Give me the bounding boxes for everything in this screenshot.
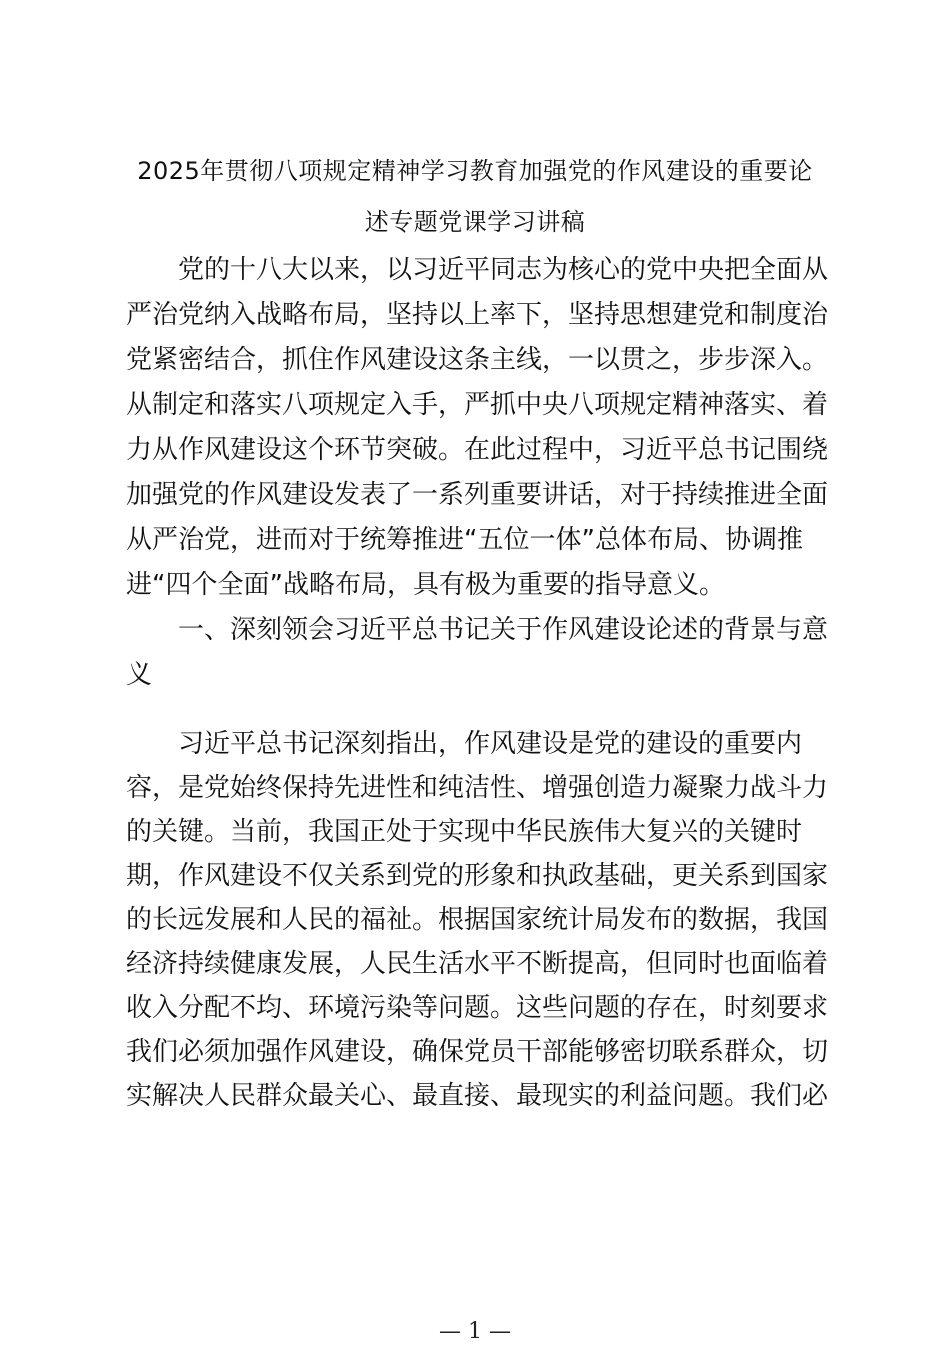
body-line-15: 收入分配不均、环境污染等问题。这些问题的存在，时刻要求 — [126, 993, 829, 1023]
body-line-10: 容，是党始终保持先进性和纯洁性、增强创造力凝聚力战斗力 — [126, 773, 829, 803]
body-line-8: 进“四个全面”战略布局，具有极为重要的指导意义。 — [126, 570, 725, 600]
body-line-12: 期，作风建设不仅关系到党的形象和执政基础，更关系到国家 — [126, 861, 829, 891]
body-line-16: 我们必须加强作风建设，确保党员干部能够密切联系群众，切 — [126, 1037, 829, 1067]
body-line-2: 严治党纳入战略布局，坚持以上率下，坚持思想建党和制度治 — [126, 300, 829, 330]
section-heading-line-2: 义 — [126, 660, 153, 690]
document-title-line-1: 2025年贯彻八项规定精神学习教育加强党的作风建设的重要论 — [137, 157, 813, 185]
section-heading-line-1: 一、深刻领会习近平总书记关于作风建设论述的背景与意 — [126, 615, 829, 645]
body-line-14: 经济持续健康发展，人民生活水平不断提高，但同时也面临着 — [126, 949, 829, 979]
body-line-9: 习近平总书记深刻指出，作风建设是党的建设的重要内 — [126, 729, 803, 759]
body-line-1: 党的十八大以来，以习近平同志为核心的党中央把全面从 — [126, 255, 829, 285]
body-line-4: 从制定和落实八项规定入手，严抓中央八项规定精神落实、着 — [126, 390, 829, 420]
page-number: — 1 — — [439, 1319, 511, 1344]
body-line-6: 加强党的作风建设发表了一系列重要讲话，对于持续推进全面 — [126, 480, 829, 510]
body-line-11: 的关键。当前，我国正处于实现中华民族伟大复兴的关键时 — [126, 817, 803, 847]
body-line-3: 党紧密结合，抓住作风建设这条主线，一以贯之，步步深入。 — [126, 345, 829, 375]
body-line-17: 实解决人民群众最关心、最直接、最现实的利益问题。我们必 — [126, 1081, 829, 1111]
body-line-5: 力从作风建设这个环节突破。在此过程中，习近平总书记围绕 — [126, 435, 829, 465]
body-line-13: 的长远发展和人民的福祉。根据国家统计局发布的数据，我国 — [126, 905, 829, 935]
document-title-line-2: 述专题党课学习讲稿 — [364, 208, 586, 236]
body-line-7: 从严治党，进而对于统筹推进“五位一体”总体布局、协调推 — [126, 525, 803, 555]
